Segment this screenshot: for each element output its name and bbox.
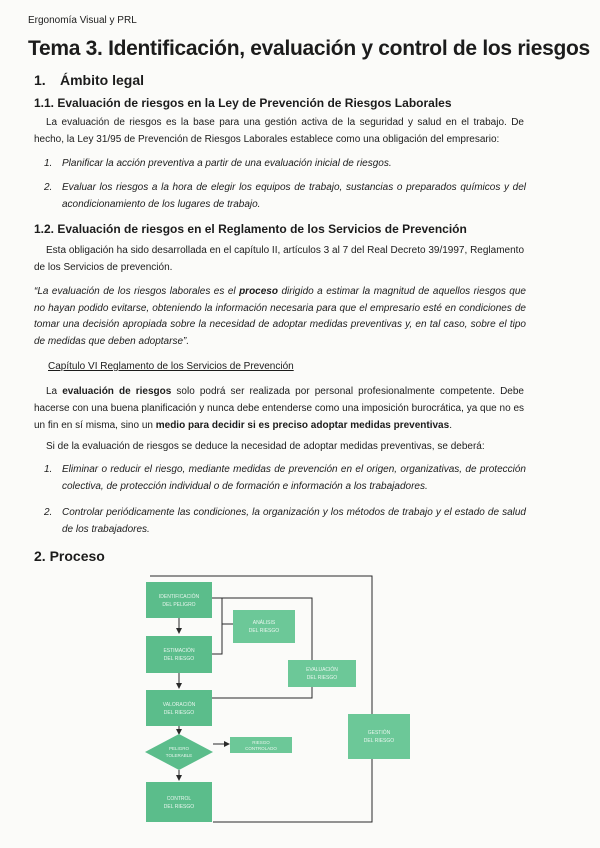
legal-quote — [34, 284, 526, 350]
list-item — [44, 155, 526, 172]
node-label: DEL PELIGRO — [162, 602, 196, 608]
node-riesgo-controlado — [230, 737, 292, 753]
list-item — [44, 504, 526, 538]
node-label: DEL RIESGO — [363, 738, 395, 744]
quote-emphasis: proceso — [239, 286, 278, 297]
competence-paragraph — [34, 383, 524, 434]
node-label: ANÁLISIS — [252, 620, 276, 626]
node-evaluacion — [288, 660, 356, 687]
node-label: CONTROL — [166, 796, 192, 802]
node-label: GESTIÓN — [367, 730, 391, 736]
section-1-number: 1. — [34, 72, 46, 88]
list-item-text: Eliminar o reducir el riesgo, mediante medidas de prevención en el origen, organizativas, de protección colectiva, de protección individual o de formación e información a los trabajadores. — [62, 464, 526, 492]
quote-text: “La evaluación de los riesgos laborales es el — [34, 286, 240, 297]
risk-process-diagram — [0, 560, 600, 848]
section-1-heading — [34, 72, 144, 88]
section-1-1-heading: 1.1. Evaluación de riesgos en la Ley de Prevención de Riesgos Laborales — [34, 96, 452, 110]
paragraph-text: La — [46, 386, 63, 397]
node-label: DEL RIESGO — [163, 804, 195, 810]
section-1-title: Ámbito legal — [60, 72, 145, 88]
section-2-heading: 2. Proceso — [34, 548, 105, 564]
node-estimacion — [146, 636, 212, 673]
list-item-number: 2. — [44, 182, 53, 193]
quote-text: dirigido a estimar la magnitud de aquellos riesgos que no hayan podido evitarse, obteniendo la información necesaria para que el empresario esté en condiciones de tomar una decisión apropiada sobre la necesidad de adoptar medidas preventivas y, en tal caso, sobre el tipo de medidas que deben adoptarse”. — [34, 286, 526, 347]
node-label: DEL RIESGO — [306, 675, 338, 681]
node-identificacion — [146, 582, 212, 618]
chapter-reference: Capítulo VI Reglamento de los Servicios de Prevención — [48, 361, 294, 372]
node-label: IDENTIFICACIÓN — [158, 594, 200, 600]
list-item — [44, 179, 526, 213]
measures-intro: Si de la evaluación de riesgos se deduce la necesidad de adoptar medidas preventivas, se deberá: — [46, 441, 485, 452]
node-control — [146, 782, 212, 822]
node-gestion — [348, 714, 410, 759]
node-label: DEL RIESGO — [248, 628, 280, 634]
node-label: DEL RIESGO — [163, 656, 195, 662]
list-item-text: Controlar periódicamente las condiciones, la organización y los métodos de trabajo y el estado de salud de los trabajadores. — [62, 507, 526, 535]
list-item-number: 2. — [44, 507, 53, 518]
paragraph-text: . — [449, 420, 452, 431]
node-label: VALORACIÓN — [162, 702, 196, 708]
list-item-text: Evaluar los riesgos a la hora de elegir los equipos de trabajo, sustancias o preparados químicos y del acondicionamiento de los lugares de trabajo. — [62, 182, 526, 210]
list-item-text: Planificar la acción preventiva a partir de una evaluación inicial de riesgos. — [62, 158, 392, 169]
node-label: ESTIMACIÓN — [163, 648, 195, 654]
node-analisis — [233, 610, 295, 643]
node-label: RIESGO — [252, 740, 270, 745]
paragraph-text: solo podrá ser realizada por personal profesionalmente competente. Debe hacerse con una buena planificación y nunca debe entenderse como una imposición burocrática, ya que no es un fin en sí misma, sino un — [34, 386, 524, 431]
list-item-number: 1. — [44, 158, 53, 169]
paragraph-emphasis: evaluación de riesgos — [62, 386, 172, 397]
section-1-1-paragraph: La evaluación de riesgos es la base para una gestión activa de la seguridad y salud en el trabajo. De hecho, la Ley 31/95 de Prevención de Riesgos Laborales establece como una obligación del empresario: — [34, 117, 524, 145]
node-valoracion — [146, 690, 212, 726]
node-label: PELIGRO — [168, 746, 190, 751]
page-title: Tema 3. Identificación, evaluación y control de los riesgos — [28, 37, 590, 60]
list-item — [44, 461, 526, 495]
running-header: Ergonomía Visual y PRL — [28, 15, 137, 26]
list-item-number: 1. — [44, 464, 53, 475]
section-1-2-paragraph: Esta obligación ha sido desarrollada en el capítulo II, artículos 3 al 7 del Real Decreto 39/1997, Reglamento de los Servicios de prevención. — [34, 245, 524, 273]
paragraph-emphasis: medio para decidir si es preciso adoptar medidas preventivas — [155, 420, 450, 431]
node-label: CONTROLADO — [245, 746, 277, 751]
section-1-2-heading: 1.2. Evaluación de riesgos en el Reglamento de los Servicios de Prevención — [34, 222, 467, 236]
node-label: DEL RIESGO — [163, 710, 195, 716]
node-label: EVALUACIÓN — [306, 667, 338, 673]
node-label: TOLERABLE — [165, 753, 193, 758]
node-decision-diamond — [145, 734, 213, 770]
